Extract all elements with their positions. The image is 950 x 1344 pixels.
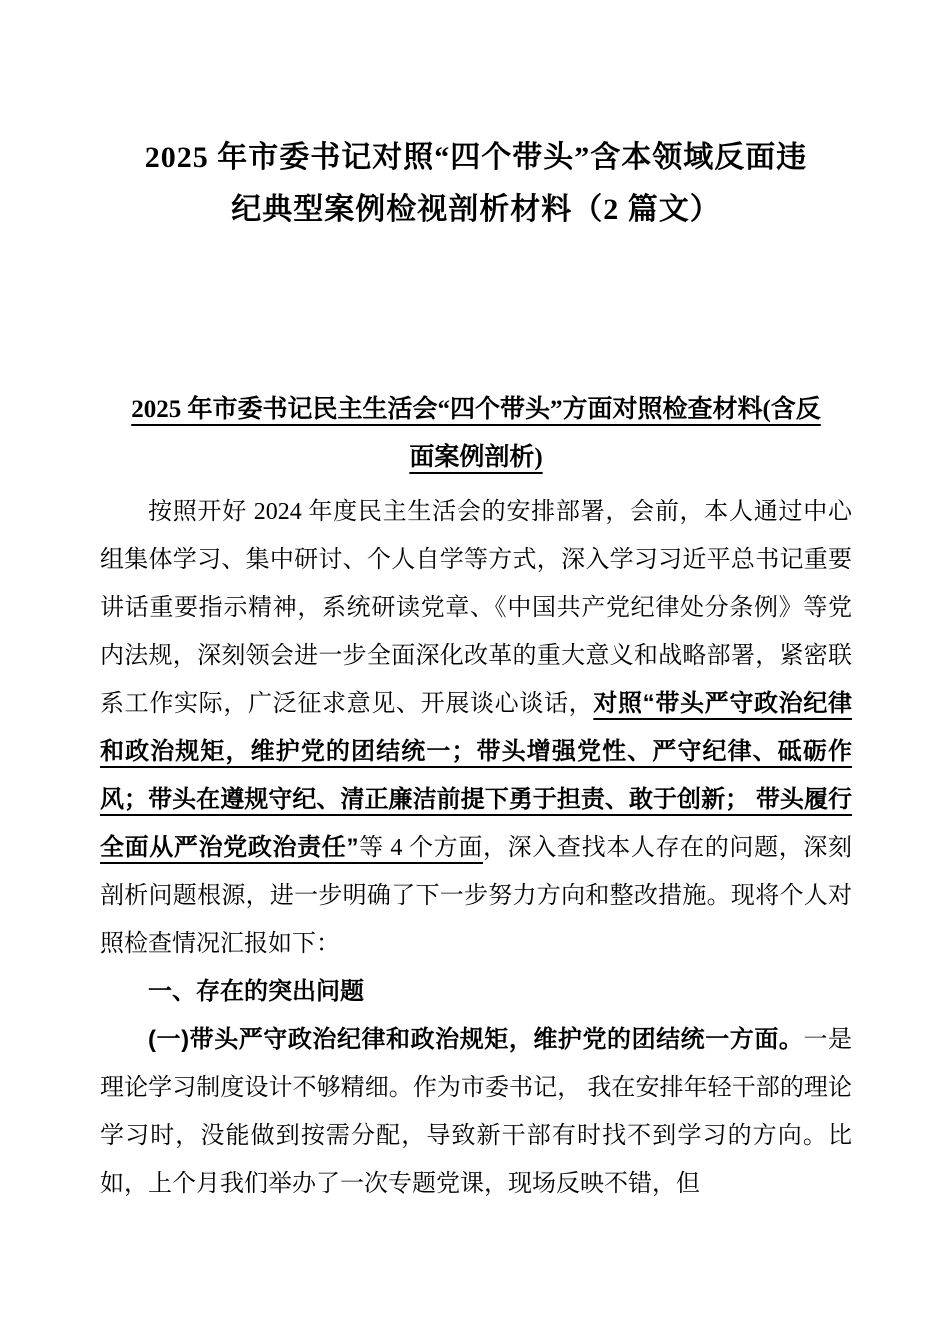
intro-run-underline: 等 4 个方面	[358, 835, 483, 861]
aspect1-run-regular: 一是理论学习制度设计不够精细。作为市委书记， 我在安排年轻干部的理论学习时，没能做到按需分配，导致新干部有时找不到学习的方向。比如，上个月我们举办了一次专题党课，现场反映不错，但	[100, 1027, 853, 1197]
document-title	[100, 132, 852, 236]
intro-run-regular-1: 按照开好 2024 年度民主生活会的安排部署，会前，本人通过中心组集体学习、集中研讨、个人自学等方式，深入学习习近平总书记重要讲话重要指示精神，系统研读党章、《中国共产党纪律处分条例》等党内法规，深刻领会进一步全面深化改革的重大意义和战略部署，紧密联系工作实际，广泛征求意见、开展谈心谈话，	[100, 499, 852, 717]
document-title-line-2: 纪典型案例检视剖析材料（2 篇文）	[231, 193, 721, 226]
intro-run-bold-underline: 对照“带头严守政治纪律和政治规矩，维护党的团结统一；带头增强党性、严守纪律、砥砺作风；带头在遵规守纪、清正廉洁前提下勇于担责、敢于创新； 带头履行全面从严治党政治责任”	[100, 690, 853, 861]
section-heading-problems	[100, 968, 852, 1016]
document-subtitle	[100, 386, 852, 482]
paragraph-aspect1	[100, 1016, 852, 1208]
paragraph-intro	[100, 488, 852, 968]
document-title-line-1: 2025 年市委书记对照“四个带头”含本领域反面违	[144, 141, 808, 174]
document-subtitle-line-1: 2025 年市委书记民主生活会“四个带头”方面对照检查材料(含反	[131, 396, 821, 423]
aspect1-run-bold: (一)带头严守政治纪律和政治规矩，维护党的团结统一方面。	[148, 1026, 804, 1053]
section-heading-text: 一、存在的突出问题	[148, 978, 364, 1005]
intro-run-regular-2: ，深入查找本人存在的问题，深刻剖析问题根源，进一步明确了下一步努力方向和整改措施。现将个人对照检查情况汇报如下：	[100, 835, 853, 957]
document-subtitle-line-2: 面案例剖析)	[409, 444, 543, 471]
